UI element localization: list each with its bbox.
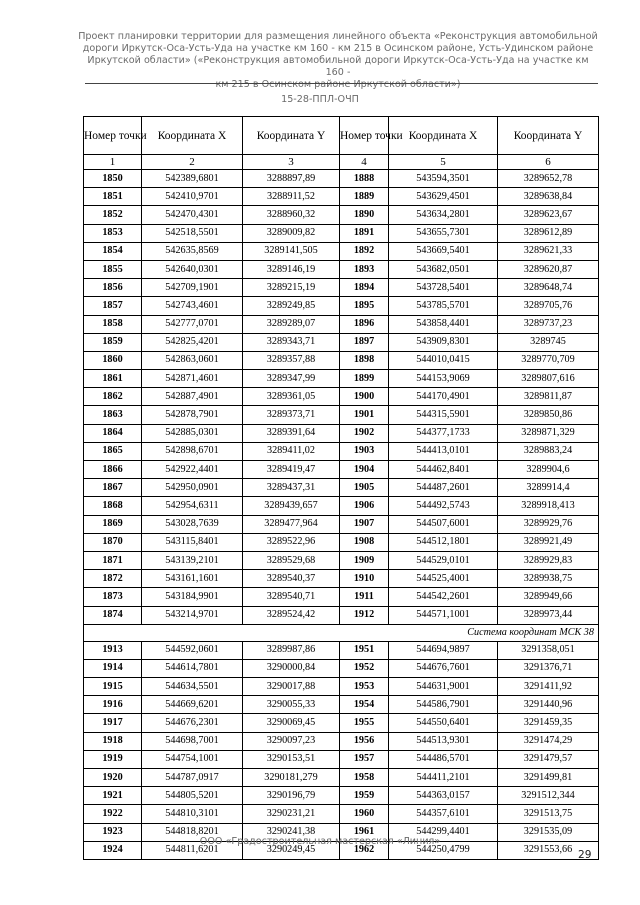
coordinate-x-cell: 542470,4301 xyxy=(142,206,243,224)
coordinate-y-cell: 3289529,68 xyxy=(243,551,340,569)
coordinate-y-cell: 3289638,84 xyxy=(498,188,599,206)
coordinate-y-cell: 3289141,505 xyxy=(243,242,340,260)
table-row xyxy=(84,224,599,242)
coordinate-x-cell: 544586,7901 xyxy=(389,696,498,714)
coordinate-y-cell: 3289883,24 xyxy=(498,442,599,460)
column-number: 1 xyxy=(84,155,142,170)
coordinate-x-cell: 543669,5401 xyxy=(389,242,498,260)
table-row xyxy=(84,714,599,732)
coordinate-y-cell: 3288911,52 xyxy=(243,188,340,206)
coordinate-x-cell: 544363,0157 xyxy=(389,787,498,805)
point-number-cell: 1904 xyxy=(340,461,389,479)
coordinate-x-cell: 544299,4401 xyxy=(389,823,498,841)
column-header-point-number: Номер точки xyxy=(84,117,142,155)
coordinate-x-cell: 544512,1801 xyxy=(389,533,498,551)
coordinate-y-cell: 3289361,05 xyxy=(243,388,340,406)
coordinate-x-cell: 543858,4401 xyxy=(389,315,498,333)
coordinate-x-cell: 544631,9001 xyxy=(389,678,498,696)
coordinate-y-cell: 3289904,6 xyxy=(498,461,599,479)
coordinate-y-cell: 3289705,76 xyxy=(498,297,599,315)
coordinate-y-cell: 3290017,88 xyxy=(243,678,340,696)
point-number-cell: 1906 xyxy=(340,497,389,515)
coordinate-x-cell: 543909,8301 xyxy=(389,333,498,351)
coordinate-x-cell: 544694,9897 xyxy=(389,641,498,659)
column-header-y: Координата Y xyxy=(243,117,340,155)
table-row xyxy=(84,805,599,823)
table-row xyxy=(84,424,599,442)
point-number-cell: 1953 xyxy=(340,678,389,696)
coordinate-x-cell: 543682,0501 xyxy=(389,260,498,278)
coordinate-y-cell: 3289770,709 xyxy=(498,351,599,369)
coordinate-x-cell: 543115,8401 xyxy=(142,533,243,551)
point-number-cell: 1954 xyxy=(340,696,389,714)
point-number-cell: 1958 xyxy=(340,769,389,787)
point-number-cell: 1855 xyxy=(84,260,142,278)
coordinate-y-cell: 3289524,42 xyxy=(243,606,340,624)
point-number-cell: 1898 xyxy=(340,351,389,369)
column-number: 3 xyxy=(243,155,340,170)
column-number: 4 xyxy=(340,155,389,170)
point-number-cell: 1962 xyxy=(340,841,389,859)
point-number-cell: 1910 xyxy=(340,570,389,588)
coordinate-y-cell: 3289249,85 xyxy=(243,297,340,315)
coordinate-x-cell: 542863,0601 xyxy=(142,351,243,369)
coordinate-y-cell: 3289871,329 xyxy=(498,424,599,442)
coordinate-y-cell: 3290241,38 xyxy=(243,823,340,841)
coordinate-x-cell: 544542,2601 xyxy=(389,588,498,606)
point-number-cell: 1917 xyxy=(84,714,142,732)
table-row xyxy=(84,787,599,805)
coordinate-x-cell: 544170,4901 xyxy=(389,388,498,406)
coordinate-x-cell: 544357,6101 xyxy=(389,805,498,823)
point-number-cell: 1889 xyxy=(340,188,389,206)
point-number-cell: 1858 xyxy=(84,315,142,333)
coordinate-x-cell: 544810,3101 xyxy=(142,805,243,823)
coordinate-x-cell: 542898,6701 xyxy=(142,442,243,460)
column-number: 5 xyxy=(389,155,498,170)
coordinate-y-cell: 3289540,37 xyxy=(243,570,340,588)
point-number-cell: 1957 xyxy=(340,750,389,768)
point-number-cell: 1960 xyxy=(340,805,389,823)
coordinate-y-cell: 3289745 xyxy=(498,333,599,351)
point-number-cell: 1903 xyxy=(340,442,389,460)
coordinate-y-cell: 3290055,33 xyxy=(243,696,340,714)
coordinate-x-cell: 544377,1733 xyxy=(389,424,498,442)
coordinate-x-cell: 544698,7001 xyxy=(142,732,243,750)
coordinate-x-cell: 544492,5743 xyxy=(389,497,498,515)
point-number-cell: 1908 xyxy=(340,533,389,551)
table-row xyxy=(84,461,599,479)
table-row xyxy=(84,732,599,750)
coordinate-x-cell: 542410,9701 xyxy=(142,188,243,206)
coordinate-y-cell: 3289522,96 xyxy=(243,533,340,551)
coordinate-x-cell: 542871,4601 xyxy=(142,370,243,388)
point-number-cell: 1959 xyxy=(340,787,389,805)
point-number-cell: 1895 xyxy=(340,297,389,315)
coordinate-y-cell: 3291553,66 xyxy=(498,841,599,859)
coordinate-x-cell: 544153,9069 xyxy=(389,370,498,388)
coordinate-x-cell: 544811,6201 xyxy=(142,841,243,859)
point-number-cell: 1914 xyxy=(84,659,142,677)
point-number-cell: 1922 xyxy=(84,805,142,823)
coordinate-x-cell: 543728,5401 xyxy=(389,279,498,297)
point-number-cell: 1853 xyxy=(84,224,142,242)
point-number-cell: 1861 xyxy=(84,370,142,388)
coordinate-x-cell: 544676,2301 xyxy=(142,714,243,732)
coordinate-y-cell: 3288960,32 xyxy=(243,206,340,224)
header-line: км 215 в Осинском районе Иркутской области») xyxy=(215,79,461,90)
coordinate-y-cell: 3291499,81 xyxy=(498,769,599,787)
point-number-cell: 1856 xyxy=(84,279,142,297)
coordinate-y-cell: 3289623,67 xyxy=(498,206,599,224)
coordinate-y-cell: 3291411,92 xyxy=(498,678,599,696)
coordinate-y-cell: 3289373,71 xyxy=(243,406,340,424)
coordinate-x-cell: 544614,7801 xyxy=(142,659,243,677)
point-number-cell: 1867 xyxy=(84,479,142,497)
column-header-x: Координата X xyxy=(142,117,243,155)
coordinate-y-cell: 3290231,21 xyxy=(243,805,340,823)
coordinate-y-cell: 3289938,75 xyxy=(498,570,599,588)
coordinate-x-cell: 544487,2601 xyxy=(389,479,498,497)
point-number-cell: 1862 xyxy=(84,388,142,406)
column-header-point-number: Номер точки xyxy=(340,117,389,155)
point-number-cell: 1920 xyxy=(84,769,142,787)
coordinate-x-cell: 543785,5701 xyxy=(389,297,498,315)
point-number-cell: 1924 xyxy=(84,841,142,859)
table-header-row xyxy=(84,117,599,155)
coordinate-x-cell: 542825,4201 xyxy=(142,333,243,351)
table-row xyxy=(84,678,599,696)
point-number-cell: 1857 xyxy=(84,297,142,315)
point-number-cell: 1918 xyxy=(84,732,142,750)
table-row xyxy=(84,750,599,768)
coordinate-y-cell: 3290249,45 xyxy=(243,841,340,859)
point-number-cell: 1871 xyxy=(84,551,142,569)
table-row xyxy=(84,696,599,714)
coordinate-x-cell: 542640,0301 xyxy=(142,260,243,278)
coordinate-system-label: Система координат МСК 38 xyxy=(84,624,599,641)
header-line: дороги Иркутск-Оса-Усть-Уда на участке км 160 - км 215 в Осинском районе, Усть-Удинском районе xyxy=(82,43,594,54)
point-number-cell: 1897 xyxy=(340,333,389,351)
point-number-cell: 1890 xyxy=(340,206,389,224)
coordinate-y-cell: 3291512,344 xyxy=(498,787,599,805)
point-number-cell: 1899 xyxy=(340,370,389,388)
coordinate-x-cell: 543594,3501 xyxy=(389,170,498,188)
coordinate-x-cell: 544634,5501 xyxy=(142,678,243,696)
point-number-cell: 1919 xyxy=(84,750,142,768)
table-row xyxy=(84,351,599,369)
coordinate-y-cell: 3289357,88 xyxy=(243,351,340,369)
point-number-cell: 1866 xyxy=(84,461,142,479)
coordinate-y-cell: 3290196,79 xyxy=(243,787,340,805)
coordinate-y-cell: 3290181,279 xyxy=(243,769,340,787)
coordinate-x-cell: 542878,7901 xyxy=(142,406,243,424)
table-row xyxy=(84,497,599,515)
coordinate-y-cell: 3289437,31 xyxy=(243,479,340,497)
coordinate-y-cell: 3291440,96 xyxy=(498,696,599,714)
coordinate-y-cell: 3289973,44 xyxy=(498,606,599,624)
coordinate-y-cell: 3289914,4 xyxy=(498,479,599,497)
coordinate-x-cell: 542885,0301 xyxy=(142,424,243,442)
point-number-cell: 1892 xyxy=(340,242,389,260)
point-number-cell: 1863 xyxy=(84,406,142,424)
point-number-cell: 1859 xyxy=(84,333,142,351)
point-number-cell: 1915 xyxy=(84,678,142,696)
coordinate-x-cell: 544411,2101 xyxy=(389,769,498,787)
point-number-cell: 1873 xyxy=(84,588,142,606)
coordinate-x-cell: 543634,2801 xyxy=(389,206,498,224)
coordinate-y-cell: 3289289,07 xyxy=(243,315,340,333)
coordinate-x-cell: 544787,0917 xyxy=(142,769,243,787)
coordinate-x-cell: 542389,6801 xyxy=(142,170,243,188)
document-code: 15-28-ППЛ-ОЧП xyxy=(281,94,359,105)
document-header xyxy=(78,31,598,91)
coordinate-y-cell: 3291474,29 xyxy=(498,732,599,750)
coordinate-y-cell: 3289807,616 xyxy=(498,370,599,388)
coordinate-y-cell: 3291459,35 xyxy=(498,714,599,732)
footer-organization: ООО «Градостроительная мастерская «Линия» xyxy=(199,836,441,847)
point-number-cell: 1894 xyxy=(340,279,389,297)
coordinate-y-cell: 3290069,45 xyxy=(243,714,340,732)
coordinate-x-cell: 542743,4601 xyxy=(142,297,243,315)
point-number-cell: 1952 xyxy=(340,659,389,677)
column-numbers-row xyxy=(84,155,599,170)
coordinate-x-cell: 544529,0101 xyxy=(389,551,498,569)
point-number-cell: 1870 xyxy=(84,533,142,551)
coordinate-x-cell: 544462,8401 xyxy=(389,461,498,479)
point-number-cell: 1916 xyxy=(84,696,142,714)
coordinate-y-cell: 3291513,75 xyxy=(498,805,599,823)
coordinate-y-cell: 3289811,87 xyxy=(498,388,599,406)
point-number-cell: 1912 xyxy=(340,606,389,624)
coordinate-x-cell: 544486,5701 xyxy=(389,750,498,768)
coordinate-x-cell: 543139,2101 xyxy=(142,551,243,569)
point-number-cell: 1888 xyxy=(340,170,389,188)
point-number-cell: 1921 xyxy=(84,787,142,805)
point-number-cell: 1896 xyxy=(340,315,389,333)
coordinate-x-cell: 544754,1001 xyxy=(142,750,243,768)
coordinate-x-cell: 544571,1001 xyxy=(389,606,498,624)
coordinate-y-cell: 3289929,76 xyxy=(498,515,599,533)
coordinate-y-cell: 3289620,87 xyxy=(498,260,599,278)
coordinate-y-cell: 3289439,657 xyxy=(243,497,340,515)
coordinate-y-cell: 3289343,71 xyxy=(243,333,340,351)
coordinate-y-cell: 3289621,33 xyxy=(498,242,599,260)
coordinate-x-cell: 544513,9301 xyxy=(389,732,498,750)
coordinate-y-cell: 3289215,19 xyxy=(243,279,340,297)
point-number-cell: 1872 xyxy=(84,570,142,588)
column-header-y: Координата Y xyxy=(498,117,599,155)
coordinate-y-cell: 3289391,64 xyxy=(243,424,340,442)
point-number-cell: 1961 xyxy=(340,823,389,841)
coordinate-x-cell: 542887,4901 xyxy=(142,388,243,406)
coordinate-x-cell: 544250,4799 xyxy=(389,841,498,859)
table-row xyxy=(84,333,599,351)
table-row xyxy=(84,388,599,406)
coordinate-y-cell: 3289652,78 xyxy=(498,170,599,188)
coordinate-y-cell: 3289411,02 xyxy=(243,442,340,460)
column-number: 6 xyxy=(498,155,599,170)
coordinate-y-cell: 3289009,82 xyxy=(243,224,340,242)
point-number-cell: 1860 xyxy=(84,351,142,369)
point-number-cell: 1956 xyxy=(340,732,389,750)
point-number-cell: 1905 xyxy=(340,479,389,497)
coordinate-x-cell: 544010,0415 xyxy=(389,351,498,369)
coordinate-y-cell: 3289987,86 xyxy=(243,641,340,659)
table-row xyxy=(84,206,599,224)
table-row xyxy=(84,442,599,460)
coordinate-y-cell: 3289419,47 xyxy=(243,461,340,479)
coordinate-x-cell: 542709,1901 xyxy=(142,279,243,297)
table-row xyxy=(84,641,599,659)
coordinate-x-cell: 542635,8569 xyxy=(142,242,243,260)
coordinate-x-cell: 544525,4001 xyxy=(389,570,498,588)
coordinate-y-cell: 3290000,84 xyxy=(243,659,340,677)
coordinate-y-cell: 3291358,051 xyxy=(498,641,599,659)
coordinate-x-cell: 543655,7301 xyxy=(389,224,498,242)
point-number-cell: 1901 xyxy=(340,406,389,424)
header-line: Проект планировки территории для размещения линейного объекта «Реконструкция автомобильной xyxy=(78,31,598,42)
point-number-cell: 1868 xyxy=(84,497,142,515)
table-row xyxy=(84,570,599,588)
table-row xyxy=(84,170,599,188)
coordinate-x-cell: 542777,0701 xyxy=(142,315,243,333)
table-row xyxy=(84,588,599,606)
table-row xyxy=(84,279,599,297)
coordinate-y-cell: 3290153,51 xyxy=(243,750,340,768)
coordinate-x-cell: 542518,5501 xyxy=(142,224,243,242)
table-row xyxy=(84,260,599,278)
table-row xyxy=(84,606,599,624)
coordinate-x-cell: 544550,6401 xyxy=(389,714,498,732)
point-number-cell: 1902 xyxy=(340,424,389,442)
point-number-cell: 1911 xyxy=(340,588,389,606)
point-number-cell: 1893 xyxy=(340,260,389,278)
column-header-x: Координата X xyxy=(389,117,498,155)
coordinate-y-cell: 3291479,57 xyxy=(498,750,599,768)
point-number-cell: 1865 xyxy=(84,442,142,460)
page-number: 29 xyxy=(578,849,592,861)
coordinate-x-cell: 542954,6311 xyxy=(142,497,243,515)
point-number-cell: 1955 xyxy=(340,714,389,732)
coordinate-x-cell: 542950,0901 xyxy=(142,479,243,497)
table-row xyxy=(84,406,599,424)
coordinate-y-cell: 3291376,71 xyxy=(498,659,599,677)
table-row xyxy=(84,242,599,260)
point-number-cell: 1851 xyxy=(84,188,142,206)
coordinate-y-cell: 3289918,413 xyxy=(498,497,599,515)
coordinate-x-cell: 544592,0601 xyxy=(142,641,243,659)
table-row xyxy=(84,515,599,533)
point-number-cell: 1854 xyxy=(84,242,142,260)
table-row xyxy=(84,315,599,333)
coordinate-x-cell: 542922,4401 xyxy=(142,461,243,479)
table-row xyxy=(84,769,599,787)
table-row xyxy=(84,479,599,497)
point-number-cell: 1909 xyxy=(340,551,389,569)
header-line: Иркутской области» («Реконструкция автомобильной дороги Иркутск-Оса-Усть-Уда на участке км 160 - xyxy=(87,55,589,78)
coordinate-x-cell: 544315,5901 xyxy=(389,406,498,424)
coordinate-x-cell: 543629,4501 xyxy=(389,188,498,206)
point-number-cell: 1869 xyxy=(84,515,142,533)
table-body xyxy=(84,155,599,860)
point-number-cell: 1923 xyxy=(84,823,142,841)
header-divider xyxy=(85,83,598,84)
point-number-cell: 1913 xyxy=(84,641,142,659)
table-row xyxy=(84,659,599,677)
column-number: 2 xyxy=(142,155,243,170)
coordinate-x-cell: 544507,6001 xyxy=(389,515,498,533)
table-row xyxy=(84,188,599,206)
table-row xyxy=(84,370,599,388)
point-number-cell: 1891 xyxy=(340,224,389,242)
point-number-cell: 1907 xyxy=(340,515,389,533)
coordinate-y-cell: 3289921,49 xyxy=(498,533,599,551)
coordinate-y-cell: 3289146,19 xyxy=(243,260,340,278)
coordinate-y-cell: 3289540,71 xyxy=(243,588,340,606)
point-number-cell: 1850 xyxy=(84,170,142,188)
coordinate-x-cell: 543161,1601 xyxy=(142,570,243,588)
point-number-cell: 1951 xyxy=(340,641,389,659)
coordinate-y-cell: 3288897,89 xyxy=(243,170,340,188)
point-number-cell: 1874 xyxy=(84,606,142,624)
table-row xyxy=(84,533,599,551)
coordinate-x-cell: 544413,0101 xyxy=(389,442,498,460)
coordinate-x-cell: 544669,6201 xyxy=(142,696,243,714)
coordinate-y-cell: 3289347,99 xyxy=(243,370,340,388)
coordinate-y-cell: 3289648,74 xyxy=(498,279,599,297)
coordinates-table xyxy=(83,116,599,860)
coordinate-y-cell: 3289850,86 xyxy=(498,406,599,424)
point-number-cell: 1900 xyxy=(340,388,389,406)
coordinate-x-cell: 543028,7639 xyxy=(142,515,243,533)
coordinate-x-cell: 543214,9701 xyxy=(142,606,243,624)
point-number-cell: 1852 xyxy=(84,206,142,224)
coordinate-y-cell: 3289737,23 xyxy=(498,315,599,333)
coordinate-y-cell: 3289929,83 xyxy=(498,551,599,569)
coordinate-system-row xyxy=(84,624,599,641)
coordinate-y-cell: 3289949,66 xyxy=(498,588,599,606)
coordinate-x-cell: 544676,7601 xyxy=(389,659,498,677)
coordinate-y-cell: 3289477,964 xyxy=(243,515,340,533)
coordinate-y-cell: 3290097,23 xyxy=(243,732,340,750)
coordinate-x-cell: 543184,9901 xyxy=(142,588,243,606)
coordinate-x-cell: 544818,8201 xyxy=(142,823,243,841)
coordinate-y-cell: 3291535,09 xyxy=(498,823,599,841)
table-row xyxy=(84,551,599,569)
coordinate-y-cell: 3289612,89 xyxy=(498,224,599,242)
coordinate-x-cell: 544805,5201 xyxy=(142,787,243,805)
table-row xyxy=(84,297,599,315)
point-number-cell: 1864 xyxy=(84,424,142,442)
